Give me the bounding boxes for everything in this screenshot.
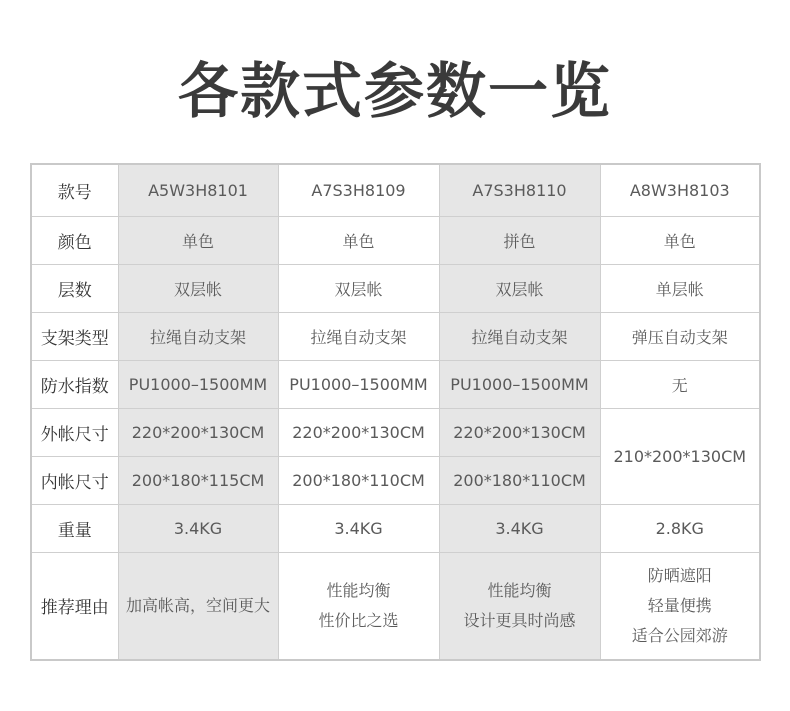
table-row-waterproof — [31, 360, 760, 408]
table-cell: PU1000–1500MM — [439, 360, 600, 408]
table-cell: 单色 — [278, 216, 439, 264]
table-cell: 双层帐 — [118, 264, 278, 312]
table-cell: 3.4KG — [118, 504, 278, 552]
table-cell: PU1000–1500MM — [118, 360, 278, 408]
table-row-frame — [31, 312, 760, 360]
table-cell-reason — [439, 552, 600, 660]
table-cell-reason — [600, 552, 760, 660]
table-cell: 3.4KG — [439, 504, 600, 552]
reason-line: 加高帐高，空间更大 — [125, 595, 270, 615]
table-cell: 拉绳自动支架 — [118, 312, 278, 360]
row-label-layers: 层数 — [31, 264, 118, 312]
reason-line: 防晒遮阳 — [647, 565, 712, 585]
table-cell: 200*180*110CM — [439, 456, 600, 504]
row-label-weight: 重量 — [31, 504, 118, 552]
table-row-outer-size — [31, 408, 760, 456]
table-cell: 无 — [600, 360, 760, 408]
reason-line: 性价比之选 — [318, 610, 399, 630]
row-label-inner-size: 内帐尺寸 — [31, 456, 118, 504]
model-name: A7S3H8109 — [278, 164, 439, 216]
row-label-frame: 支架类型 — [31, 312, 118, 360]
table-row-reason — [31, 552, 760, 660]
reason-line: 性能均衡 — [487, 580, 552, 600]
reason-line: 设计更具时尚感 — [463, 610, 576, 630]
row-label-model: 款号 — [31, 164, 118, 216]
table-cell: 2.8KG — [600, 504, 760, 552]
table-cell: 单层帐 — [600, 264, 760, 312]
table-cell: 220*200*130CM — [439, 408, 600, 456]
table-cell: 200*180*115CM — [118, 456, 278, 504]
table-cell: 拉绳自动支架 — [278, 312, 439, 360]
table-cell-reason — [278, 552, 439, 660]
row-label-reason: 推荐理由 — [31, 552, 118, 660]
spec-table — [30, 163, 761, 661]
table-cell: 200*180*110CM — [278, 456, 439, 504]
table-cell: 弹压自动支架 — [600, 312, 760, 360]
reason-line: 性能均衡 — [326, 580, 391, 600]
table-cell: 单色 — [118, 216, 278, 264]
table-cell: 拼色 — [439, 216, 600, 264]
table-row-color — [31, 216, 760, 264]
table-cell: 3.4KG — [278, 504, 439, 552]
table-cell-reason — [118, 552, 278, 660]
reason-line: 适合公园郊游 — [631, 625, 728, 645]
table-cell: 单色 — [600, 216, 760, 264]
table-row-layers — [31, 264, 760, 312]
table-row-model — [31, 164, 760, 216]
table-cell: 220*200*130CM — [118, 408, 278, 456]
model-name: A8W3H8103 — [600, 164, 760, 216]
page-title: 各款式参数一览 — [178, 57, 612, 127]
table-cell: 220*200*130CM — [278, 408, 439, 456]
table-cell: 拉绳自动支架 — [439, 312, 600, 360]
row-label-color: 颜色 — [31, 216, 118, 264]
table-cell: PU1000–1500MM — [278, 360, 439, 408]
model-name: A7S3H8110 — [439, 164, 600, 216]
row-label-outer-size: 外帐尺寸 — [31, 408, 118, 456]
table-cell: 双层帐 — [439, 264, 600, 312]
table-row-weight — [31, 504, 760, 552]
row-label-waterproof: 防水指数 — [31, 360, 118, 408]
table-cell: 双层帐 — [278, 264, 439, 312]
table-cell-merged-size: 210*200*130CM — [600, 408, 760, 504]
model-name: A5W3H8101 — [118, 164, 278, 216]
reason-line: 轻量便携 — [647, 595, 712, 615]
